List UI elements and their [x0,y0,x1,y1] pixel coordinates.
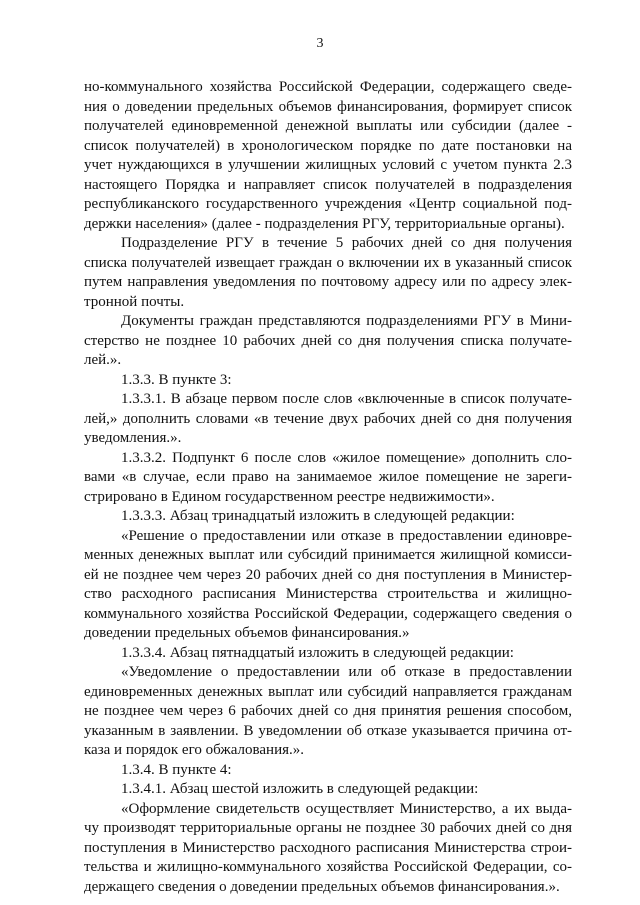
text-line: «Уведомление о предоставлении или об отказе в предоставлении [121,664,572,680]
text-line: менных денежных выплат или субсидий принимается жилищной комисси- [84,547,572,563]
text-line: ей не позднее чем через 20 рабочих дней со дня поступления в Министер- [84,566,572,583]
text-line: держки населения» (далее - подразделения РГУ, территориальные органы). [84,215,565,232]
text-line: тронной почты. [84,293,185,310]
text-line: «Решение о предоставлении или отказе в предоставлении единовре- [121,527,572,544]
text-line: «Оформление свидетельств осуществляет Министерство, а их выда- [121,800,572,817]
text-line: не позднее чем через 6 рабочих дней со дня принятия решения способом, [84,703,572,719]
text-line: тельства и жилищно-коммунального хозяйства Российской Федерации, со- [84,859,572,875]
text-line: Документы граждан представляются подразделениями РГУ в Мини- [121,313,572,329]
text-line: ство расходного расписания Министерства строительства и жилищно- [84,586,572,602]
text-line: получателей единовременной денежной выплаты или субсидии (далее - [84,118,572,134]
text-line: каза и порядок его обжалования.». [84,742,305,758]
text-line: 1.3.3.2. Подпункт 6 после слов «жилое помещение» дополнить сло- [121,449,572,466]
document-body [84,78,572,897]
text-line: Подразделение РГУ в течение 5 рабочих дней со дня получения [121,235,572,251]
text-line: вами «в случае, если право на занимаемое жилое помещение не зареги- [84,469,572,485]
text-line: чу производят территориальные органы не позднее 30 рабочих дней со дня [84,820,572,836]
text-line: ния о доведении предельных объемов финансирования, формирует список [84,98,572,115]
text-line: настоящего Порядка и направляет список получателей в подразделения [84,176,572,193]
text-line: лей,» дополнить словами «в течение двух рабочих дней со дня получения [84,410,572,427]
text-line: 1.3.3.3. Абзац тринадцатый изложить в следующей редакции: [121,508,515,524]
text-line: республиканского государственного учреждения «Центр социальной под- [84,196,572,212]
text-line: списка получателей извещает граждан о включении их в указанный список [84,254,572,271]
text-line: лей.». [84,352,122,368]
text-line: но-коммунального хозяйства Российской Федерации, содержащего сведе- [84,79,572,95]
text-line: стерство не позднее 10 рабочих дней со дня получения списка получате- [84,332,572,349]
text-line: 1.3.3.4. Абзац пятнадцатый изложить в следующей редакции: [121,644,514,661]
text-line: путем направления уведомления по почтовому адресу или по адресу элек- [84,274,572,290]
page-number: 3 [316,36,324,51]
text-line: 1.3.4. В пункте 4: [121,761,232,778]
text-line: коммунального хозяйства Российской Федерации, содержащего сведения о [84,605,572,622]
text-line: 1.3.4.1. Абзац шестой изложить в следующей редакции: [121,781,479,797]
text-line: 1.3.3.1. В абзаце первом после слов «включенные в список получате- [121,391,572,407]
text-line: поступления в Министерство расходного расписания Министерства строи- [84,839,572,856]
text-line: держащего сведения о доведении предельных объемов финансирования.». [84,878,560,895]
text-line: единовременных денежных выплат или субсидий направляется гражданам [84,683,572,700]
text-line: указанным в заявлении. В уведомлении об отказе указывается причина от- [84,722,572,739]
text-line: стрировано в Едином государственном реестре недвижимости». [84,488,495,505]
text-line: 1.3.3. В пункте 3: [121,371,232,388]
text-line: список получателей) в хронологическом порядке по дате постановки на [84,137,572,154]
text-line: доведении предельных объемов финансирования.» [84,625,410,641]
text-line: учет нуждающихся в улучшении жилищных условий с учетом пункта 2.3 [84,157,572,173]
text-line: уведомления.». [84,430,182,446]
